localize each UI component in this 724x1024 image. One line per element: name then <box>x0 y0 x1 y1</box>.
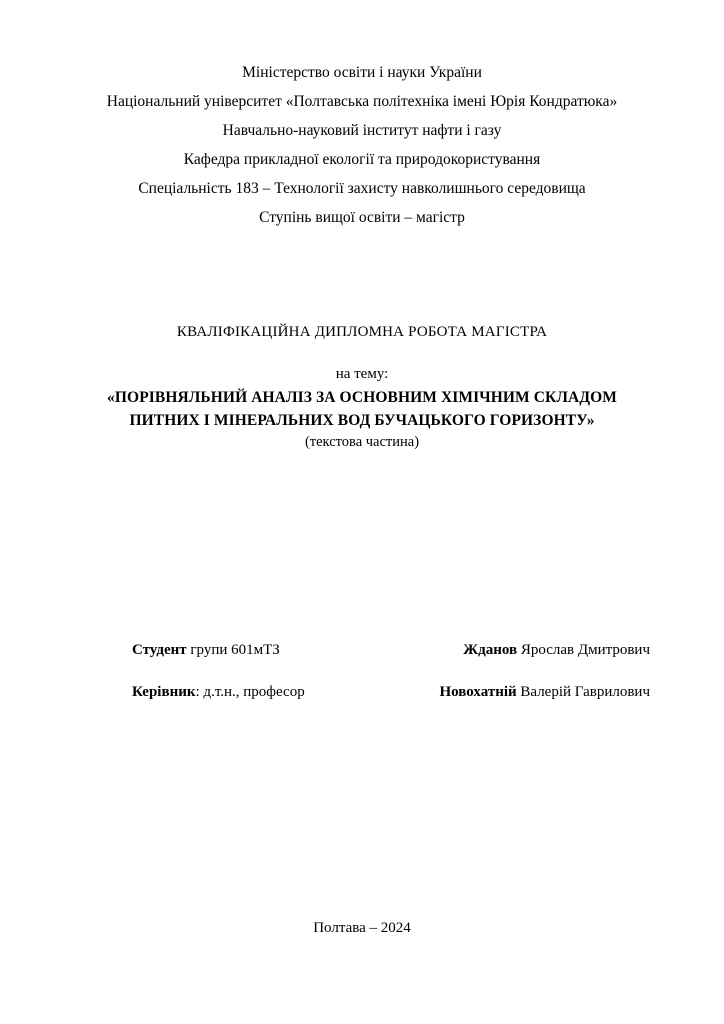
on-topic-label: на тему: <box>335 366 389 382</box>
student-surname: Жданов <box>463 642 518 658</box>
signature-row-supervisor <box>52 682 672 702</box>
student-role-label: Студент <box>132 642 187 658</box>
header-line-degree: Ступінь вищої освіти – магістр <box>259 209 465 226</box>
supervisor-name <box>440 682 673 702</box>
supervisor-role-label: Керівник <box>132 684 196 700</box>
supervisor-role <box>52 682 305 702</box>
place-and-year: Полтава – 2024 <box>313 920 411 936</box>
thesis-title <box>52 386 672 432</box>
work-type: КВАЛІФІКАЦІЙНА ДИПЛОМНА РОБОТА МАГІСТРА <box>176 324 548 340</box>
supervisor-role-detail: : д.т.н., професор <box>195 684 305 700</box>
student-role-detail: групи 601мТЗ <box>186 642 280 658</box>
thesis-subtitle: (текстова частина) <box>304 434 420 450</box>
title-block <box>52 324 672 451</box>
signature-row-student <box>52 640 672 660</box>
thesis-title-line-1: «ПОРІВНЯЛЬНИЙ АНАЛІЗ ЗА ОСНОВНИМ ХІМІЧНИМ СКЛАДОМ <box>107 389 617 406</box>
student-role <box>52 640 280 660</box>
header-line-ministry: Міністерство освіти і науки України <box>242 64 482 81</box>
student-given-name: Ярослав Дмитрович <box>517 642 650 658</box>
signature-block <box>52 640 672 724</box>
institution-header <box>52 58 672 232</box>
student-name <box>463 640 672 660</box>
header-line-institute: Навчально-науковий інститут нафти і газу <box>222 122 502 139</box>
header-line-department: Кафедра прикладної екології та природокористування <box>183 151 541 168</box>
supervisor-surname: Новохатній <box>439 684 517 700</box>
supervisor-given-name: Валерій Гаврилович <box>516 684 650 700</box>
thesis-title-line-2: ПИТНИХ І МІНЕРАЛЬНИХ ВОД БУЧАЦЬКОГО ГОРИЗОНТУ» <box>129 412 595 429</box>
header-line-university: Національний університет «Полтавська політехніка імені Юрія Кондратюка» <box>106 93 618 110</box>
header-line-specialty: Спеціальність 183 – Технології захисту навколишнього середовища <box>138 180 586 197</box>
